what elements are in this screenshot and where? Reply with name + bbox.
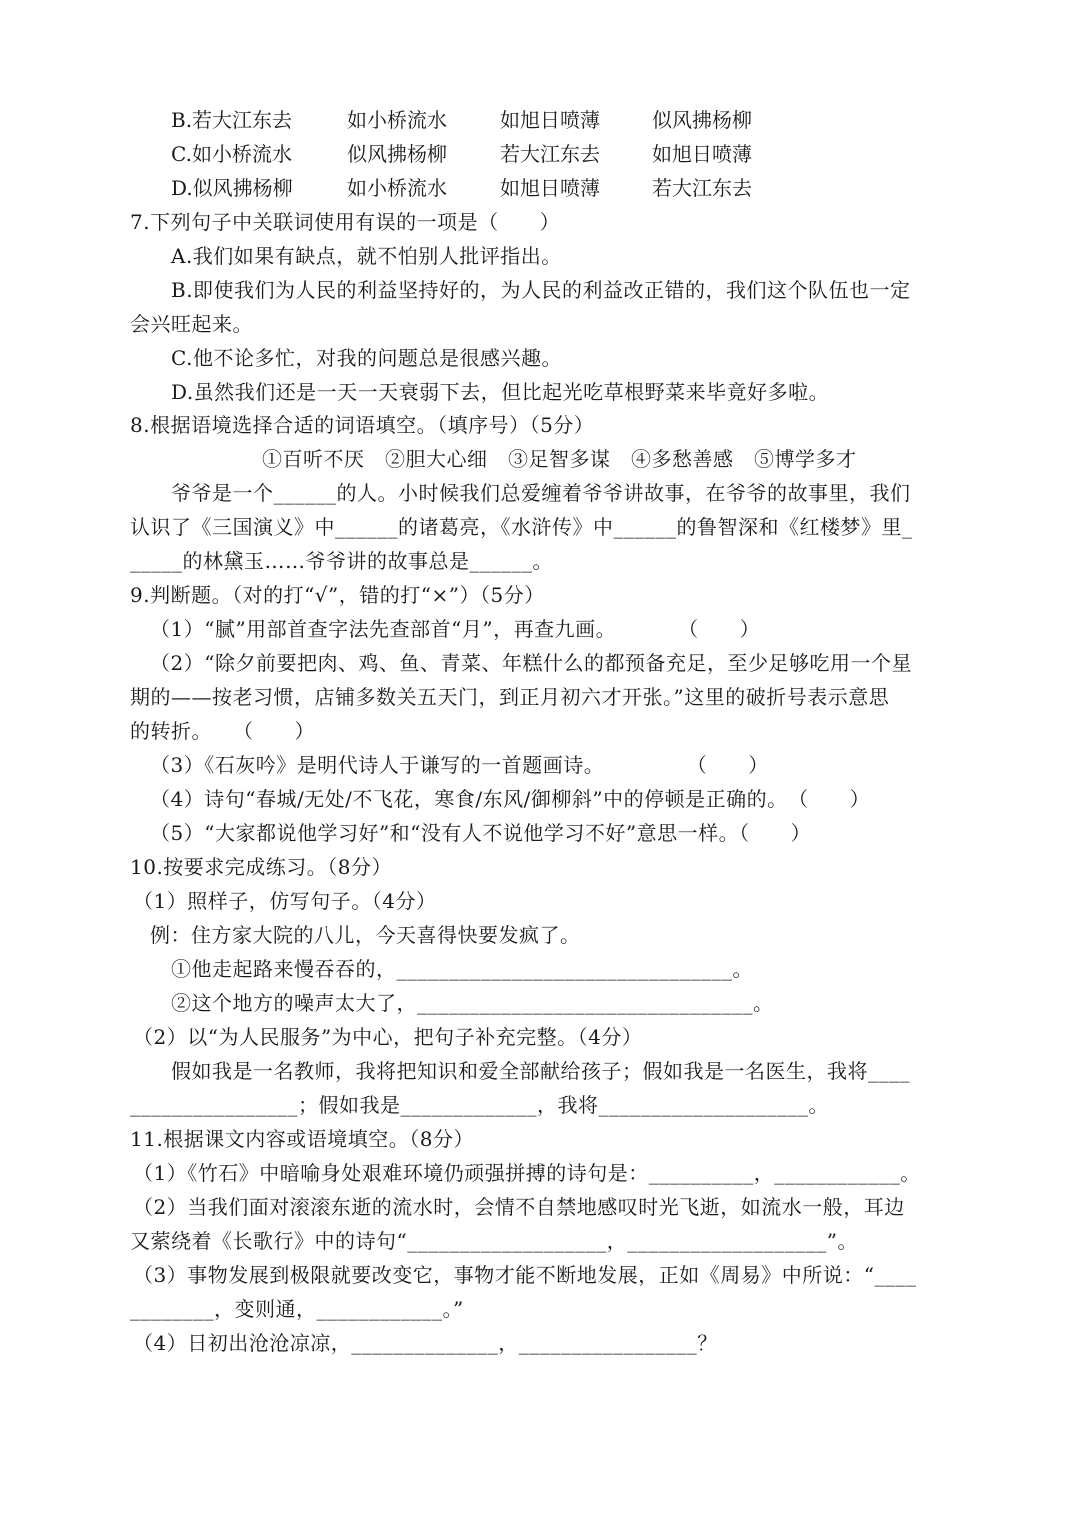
q11-item-2-cont: 又萦绕着《长歌行》中的诗句“___________________，___________________”。 <box>130 1229 858 1253</box>
q10-exercise-2: ②这个地方的噪声太大了，________________________________。 <box>171 991 774 1015</box>
q11-item-3: （3）事物发展到极限就要改变它，事物才能不断地发展，正如《周易》中所说：“____ <box>133 1263 917 1287</box>
option-text: 若大江东去 <box>500 142 600 166</box>
q10-stem: 10.按要求完成练习。（8分） <box>130 855 393 879</box>
q9-item-3: （3）《石灰吟》是明代诗人于谦写的一首题画诗。 （ ） <box>150 753 769 777</box>
q11-item-3-cont: ________，变则通，____________。” <box>130 1297 464 1321</box>
q7-option-d: D.虽然我们还是一天一天衰弱下去，但比起光吃草根野菜来毕竟好多啦。 <box>171 380 830 404</box>
q9-item-2-cont: 期的——按老习惯，店铺多数关五天门，到正月初六才开张。”这里的破折号表示意思 <box>130 685 890 709</box>
q6-option-b <box>0 104 1080 136</box>
q9-item-2: （2）“除夕前要把肉、鸡、鱼、青菜、年糕什么的都预备充足，至少足够吃用一个星 <box>150 651 912 675</box>
q7-option-a: A.我们如果有缺点，就不怕别人批评指出。 <box>171 244 562 268</box>
q9-item-4: （4）诗句“春城/无处/不飞花，寒食/东风/御柳斜”中的停顿是正确的。 （ ） <box>150 787 871 811</box>
option-text: 似风拂杨柳 <box>652 108 752 132</box>
option-text: B.若大江东去 <box>171 108 293 132</box>
q8-paragraph-line: _____的林黛玉……爷爷讲的故事总是______。 <box>130 549 553 573</box>
q11-item-1: （1）《竹石》中暗喻身处艰难环境仍顽强拼搏的诗句是：__________，____________。 <box>133 1161 921 1185</box>
q9-item-2-cont: 的转折。 （ ） <box>130 719 315 743</box>
option-text: 如小桥流水 <box>347 108 447 132</box>
q8-stem: 8.根据语境选择合适的词语填空。（填序号）（5分） <box>130 413 595 437</box>
option-text: 如小桥流水 <box>347 176 447 200</box>
q11-item-2: （2）当我们面对滚滚东逝的流水时，会情不自禁地感叹时光飞逝，如流水一般，耳边 <box>133 1195 905 1219</box>
option-text: 如旭日喷薄 <box>652 142 752 166</box>
q7-option-b-cont: 会兴旺起来。 <box>130 312 253 336</box>
q6-option-d <box>0 172 1080 204</box>
q6-option-c <box>0 138 1080 170</box>
option-text: 若大江东去 <box>652 176 752 200</box>
q8-paragraph-line: 认识了《三国演义》中______的诸葛亮，《水浒传》中______的鲁智深和《红楼梦》里_ <box>130 515 913 539</box>
q9-stem: 9.判断题。（对的打“√”，错的打“×”）（5分） <box>130 583 545 607</box>
q8-paragraph-line: 爷爷是一个______的人。小时候我们总爱缠着爷爷讲故事，在爷爷的故事里，我们 <box>171 481 911 505</box>
q11-item-4: （4）日初出沧沧凉凉，______________，_________________？ <box>133 1331 718 1355</box>
option-text: 如旭日喷薄 <box>500 108 600 132</box>
q10-paragraph-line: ________________；假如我是_____________，我将____________________。 <box>130 1093 829 1117</box>
option-text: D.似风拂杨柳 <box>171 176 293 200</box>
q10-paragraph-line: 假如我是一名教师，我将把知识和爱全部献给孩子；假如我是一名医生，我将____ <box>171 1059 910 1083</box>
option-text: 如旭日喷薄 <box>500 176 600 200</box>
q7-option-b: B.即使我们为人民的利益坚持好的，为人民的利益改正错的，我们这个队伍也一定 <box>171 278 911 302</box>
q11-stem: 11.根据课文内容或语境填空。（8分） <box>130 1127 475 1151</box>
q7-stem: 7.下列句子中关联词使用有误的一项是（ ） <box>130 210 561 234</box>
q9-item-5: （5）“大家都说他学习好”和“没有人不说他学习不好”意思一样。（ ） <box>150 821 812 845</box>
option-text: 似风拂杨柳 <box>347 142 447 166</box>
q7-option-c: C.他不论多忙，对我的问题总是很感兴趣。 <box>171 346 562 370</box>
q10-exercise-1: ①他走起路来慢吞吞的，________________________________。 <box>171 957 753 981</box>
option-text: C.如小桥流水 <box>171 142 292 166</box>
q8-choices: ①百听不厌 ②胆大心细 ③足智多谋 ④多愁善感 ⑤博学多才 <box>262 447 857 471</box>
q10-sub-1: （1）照样子，仿写句子。（4分） <box>133 889 437 913</box>
q9-item-1: （1）“腻”用部首查字法先查部首“月”，再查九画。 （ ） <box>150 617 761 641</box>
q10-example: 例：住方家大院的八儿，今天喜得快要发疯了。 <box>150 923 581 947</box>
q10-sub-2: （2）以“为人民服务”为中心，把句子补充完整。（4分） <box>133 1025 643 1049</box>
